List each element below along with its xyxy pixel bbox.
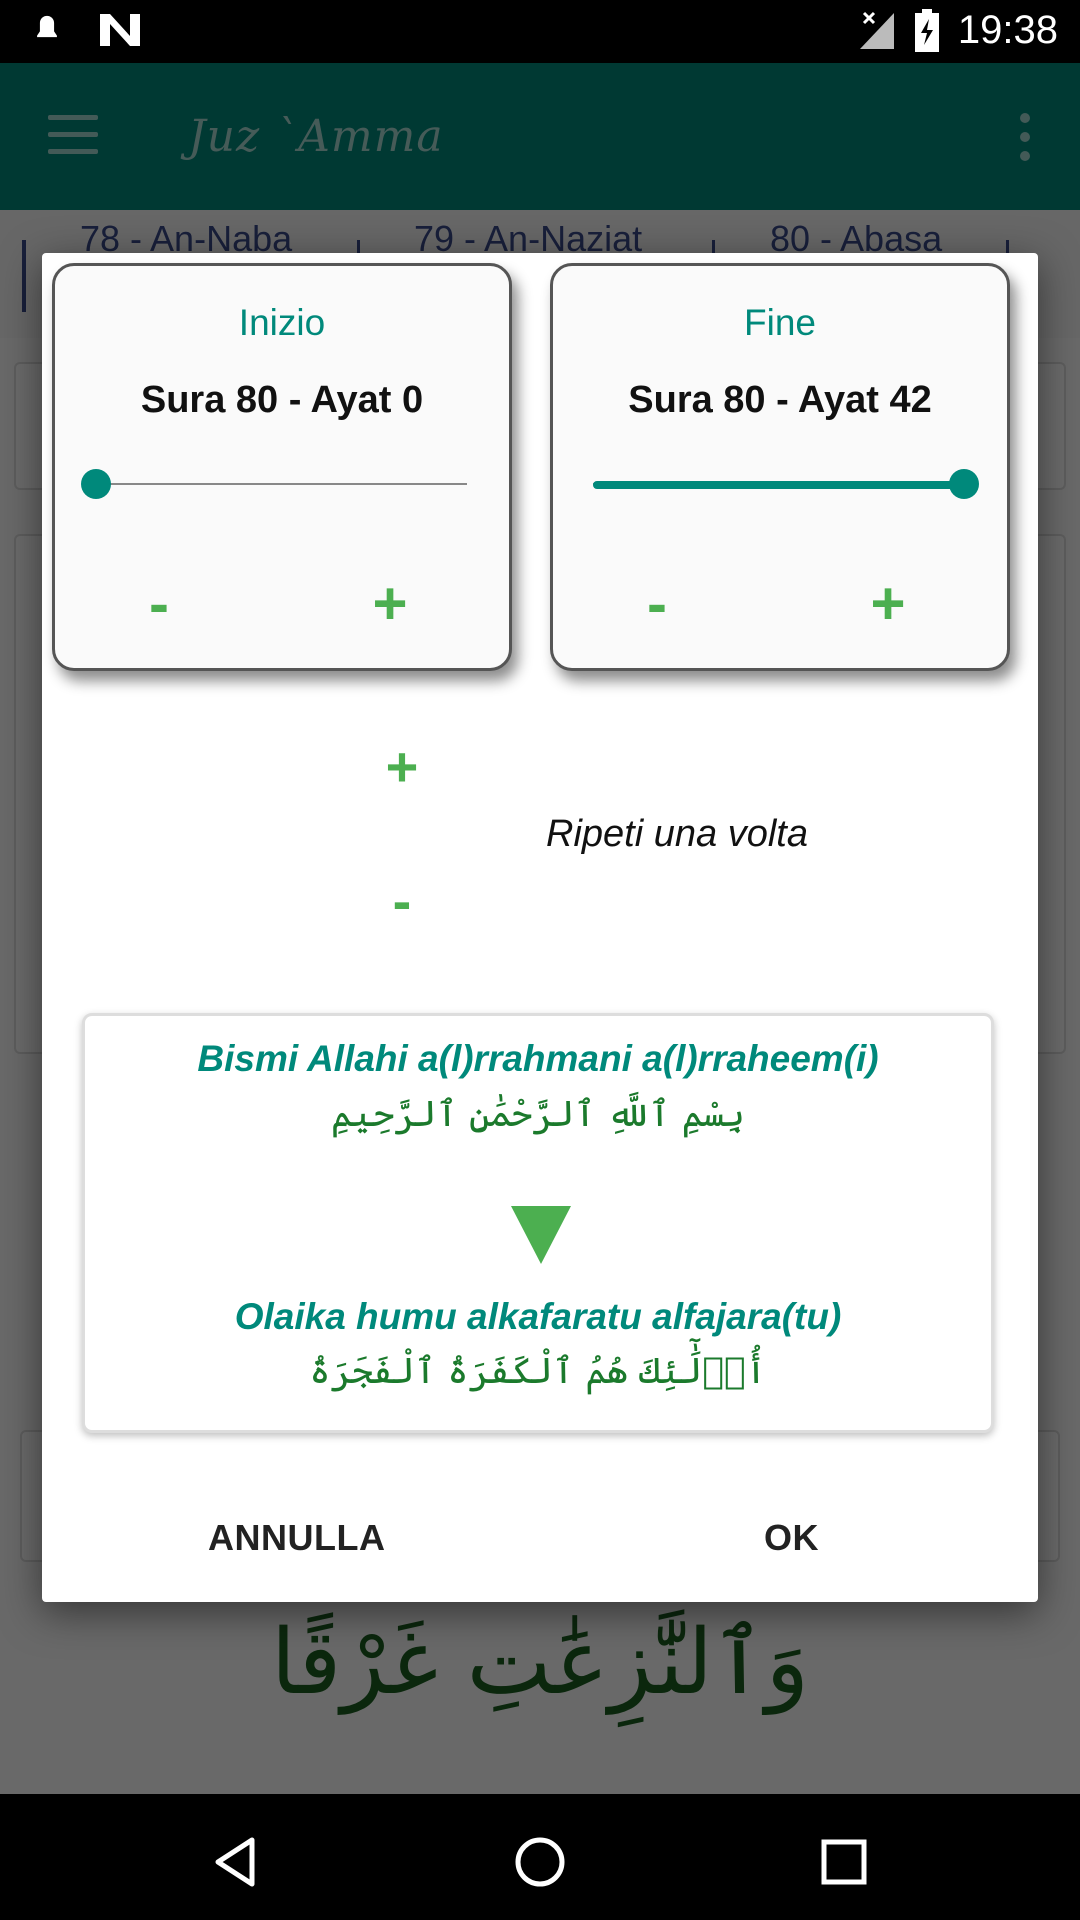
status-bar [0, 0, 1080, 63]
end-ayah-transliteration: Olaika humu alkafaratu alfajara(tu) [234, 1296, 842, 1337]
notification-icon [30, 13, 64, 47]
range-preview [82, 1013, 994, 1433]
recents-icon[interactable] [814, 1832, 874, 1892]
start-minus-button[interactable]: - [149, 570, 169, 637]
start-ayah-transliteration: Bismi Allahi a(l)rrahmani a(l)rraheem(i) [197, 1038, 879, 1079]
start-label: Inizio [238, 302, 326, 343]
back-icon[interactable] [206, 1832, 266, 1892]
start-ayah-arabic: بِسْمِ ٱللَّهِ ٱلرَّحْمَٰنِ ٱلرَّحِيمِ [330, 1094, 746, 1135]
ok-button[interactable]: OK [764, 1517, 819, 1558]
start-value: Sura 80 - Ayat 0 [140, 379, 424, 421]
slider-fill [593, 481, 963, 489]
end-plus-button[interactable]: + [870, 570, 906, 637]
end-minus-button[interactable]: - [647, 570, 667, 637]
cancel-button[interactable]: ANNULLA [208, 1517, 386, 1558]
end-slider[interactable] [579, 469, 979, 499]
arrow-down-icon [511, 1206, 571, 1264]
clock: 19:38 [957, 8, 1058, 52]
battery-charging-icon [914, 9, 940, 53]
repeat-text: Ripeti una volta [546, 813, 808, 855]
navigation-bar [0, 1794, 1080, 1920]
slider-thumb[interactable] [949, 469, 979, 499]
start-slider[interactable] [81, 469, 481, 499]
end-range-card [550, 263, 1010, 671]
start-plus-button[interactable]: + [372, 570, 408, 637]
end-value: Sura 80 - Ayat 42 [628, 379, 932, 421]
repeat-minus-button[interactable]: - [392, 869, 412, 932]
end-label: Fine [744, 302, 816, 343]
repeat-plus-button[interactable]: + [385, 735, 419, 798]
slider-thumb[interactable] [81, 469, 111, 499]
signal-icon [858, 11, 896, 51]
start-range-card [52, 263, 512, 671]
slider-track [95, 483, 467, 485]
end-ayah-arabic: أُو۟لَٰٓئِكَ هُمُ ٱلْكَفَرَةُ ٱلْفَجَرَةُ [309, 1351, 767, 1392]
home-icon[interactable] [510, 1832, 570, 1892]
n-logo-icon [98, 12, 142, 48]
range-dialog [42, 253, 1038, 1602]
